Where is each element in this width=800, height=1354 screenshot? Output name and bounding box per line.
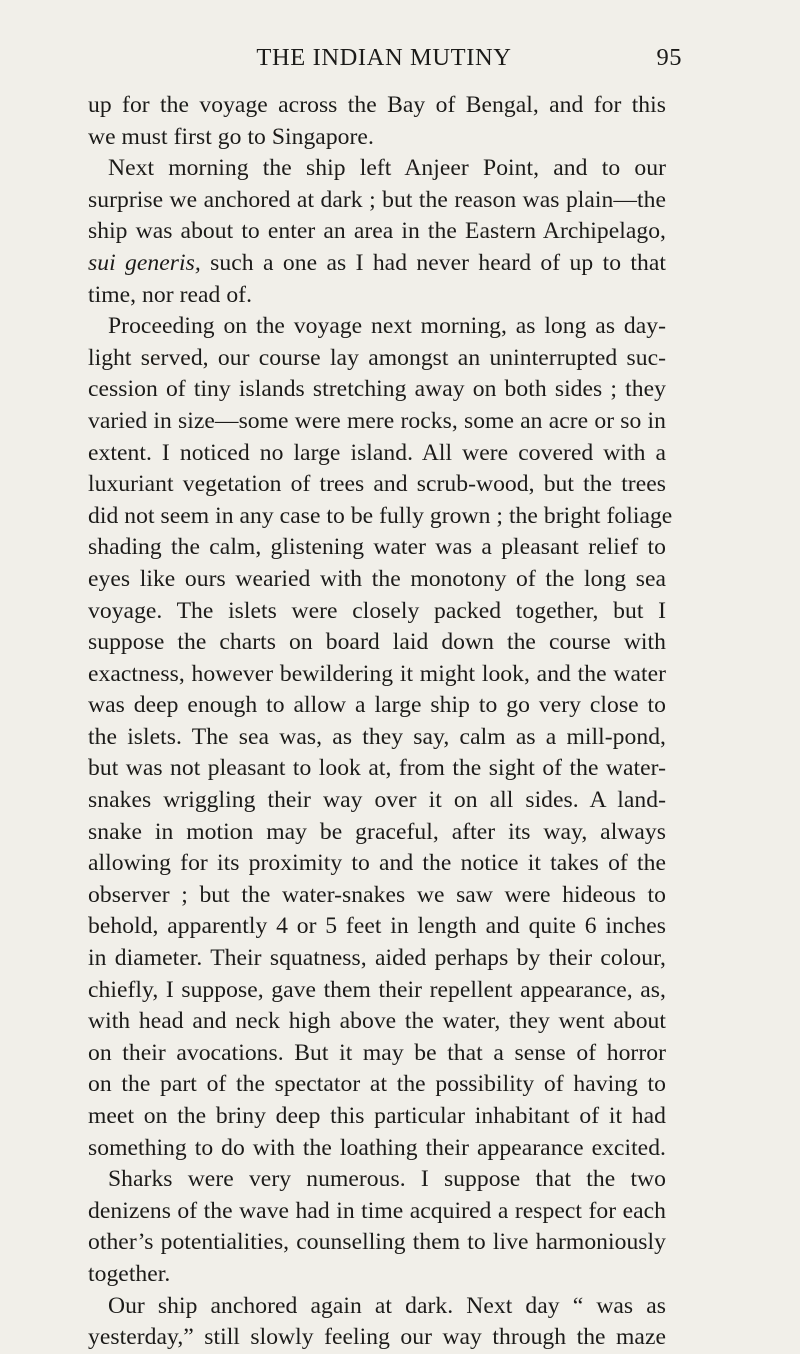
text-line: time, nor read of. (88, 281, 253, 308)
text-line: cession of tiny islands stretching away on both sides ; they (88, 376, 666, 403)
text-line: snakes wriggling their way over it on all sides. A land- (88, 787, 666, 814)
text-line: varied in size—some were mere rocks, some an acre or so in (88, 407, 666, 434)
text-line: eyes like ours wearied with the monotony of the long sea (88, 565, 666, 592)
text-line: did not seem in any case to be fully grown ; the bright foliage (88, 502, 673, 529)
text-line: extent. I noticed no large island. All were covered with a (88, 439, 666, 466)
text-line: but was not pleasant to look at, from the sight of the water- (88, 755, 666, 782)
page-number: 95 (656, 44, 682, 71)
text-line: Sharks were very numerous. I suppose that the two (108, 1166, 666, 1193)
running-title: THE INDIAN MUTINY (256, 44, 512, 71)
text-line: in diameter. Their squatness, aided perhaps by their colour, (88, 945, 666, 972)
text-line: voyage. The islets were closely packed together, but I (88, 597, 666, 624)
text-line: Our ship anchored again at dark. Next day “ was as (108, 1292, 666, 1319)
text-line: observer ; but the water-snakes we saw were hideous to (88, 881, 666, 908)
text-line: together. (88, 1260, 171, 1287)
text-line: ship was about to enter an area in the Eastern Archipelago, (88, 218, 666, 245)
text-line: denizens of the wave had in time acquired a respect for each (88, 1197, 666, 1224)
text-line: Proceeding on the voyage next morning, as long as day- (108, 313, 666, 340)
text-line: we must first go to Singapore. (88, 123, 374, 150)
text-line: allowing for its proximity to and the notice it takes of the (88, 850, 666, 877)
text-line: on the part of the spectator at the possibility of having to (88, 1071, 666, 1098)
text-line: suppose the charts on board laid down the course with (88, 629, 666, 656)
text-line: snake in motion may be graceful, after its way, always (88, 818, 666, 845)
text-line (88, 248, 666, 280)
text-line: with head and neck high above the water, they went about (88, 1008, 666, 1035)
text-line: on their avocations. But it may be that a sense of horror (88, 1039, 666, 1066)
text-line: exactness, however bewildering it might look, and the water (88, 660, 666, 687)
text-line: surprise we anchored at dark ; but the reason was plain—the (88, 186, 666, 213)
text-line: behold, apparently 4 or 5 feet in length and quite 6 inches (88, 913, 666, 940)
line-text: such a one as I had never heard of up to that (200, 249, 666, 276)
italic-phrase: sui generis, (88, 249, 201, 276)
text-line: something to do with the loathing their appearance excited. (88, 1134, 666, 1161)
text-line: yesterday,” still slowly feeling our way through the maze (88, 1324, 666, 1351)
text-line: chiefly, I suppose, gave them their repellent appearance, as, (88, 976, 666, 1003)
text-line: Next morning the ship left Anjeer Point, and to our (108, 155, 666, 182)
body-text (88, 90, 673, 1354)
running-head (88, 38, 680, 78)
text-line: the islets. The sea was, as they say, calm as a mill-pond, (88, 723, 666, 750)
text-line: light served, our course lay amongst an uninterrupted suc- (88, 344, 666, 371)
text-line: luxuriant vegetation of trees and scrub-wood, but the trees (88, 471, 666, 498)
text-line: meet on the briny deep this particular inhabitant of it had (88, 1103, 666, 1129)
text-line: other’s potentialities, counselling them to live harmoniously (88, 1229, 666, 1256)
text-line: up for the voyage across the Bay of Bengal, and for this (88, 92, 666, 118)
text-line: shading the calm, glistening water was a pleasant relief to (88, 534, 666, 561)
text-line: was deep enough to allow a large ship to go very close to (88, 692, 666, 719)
